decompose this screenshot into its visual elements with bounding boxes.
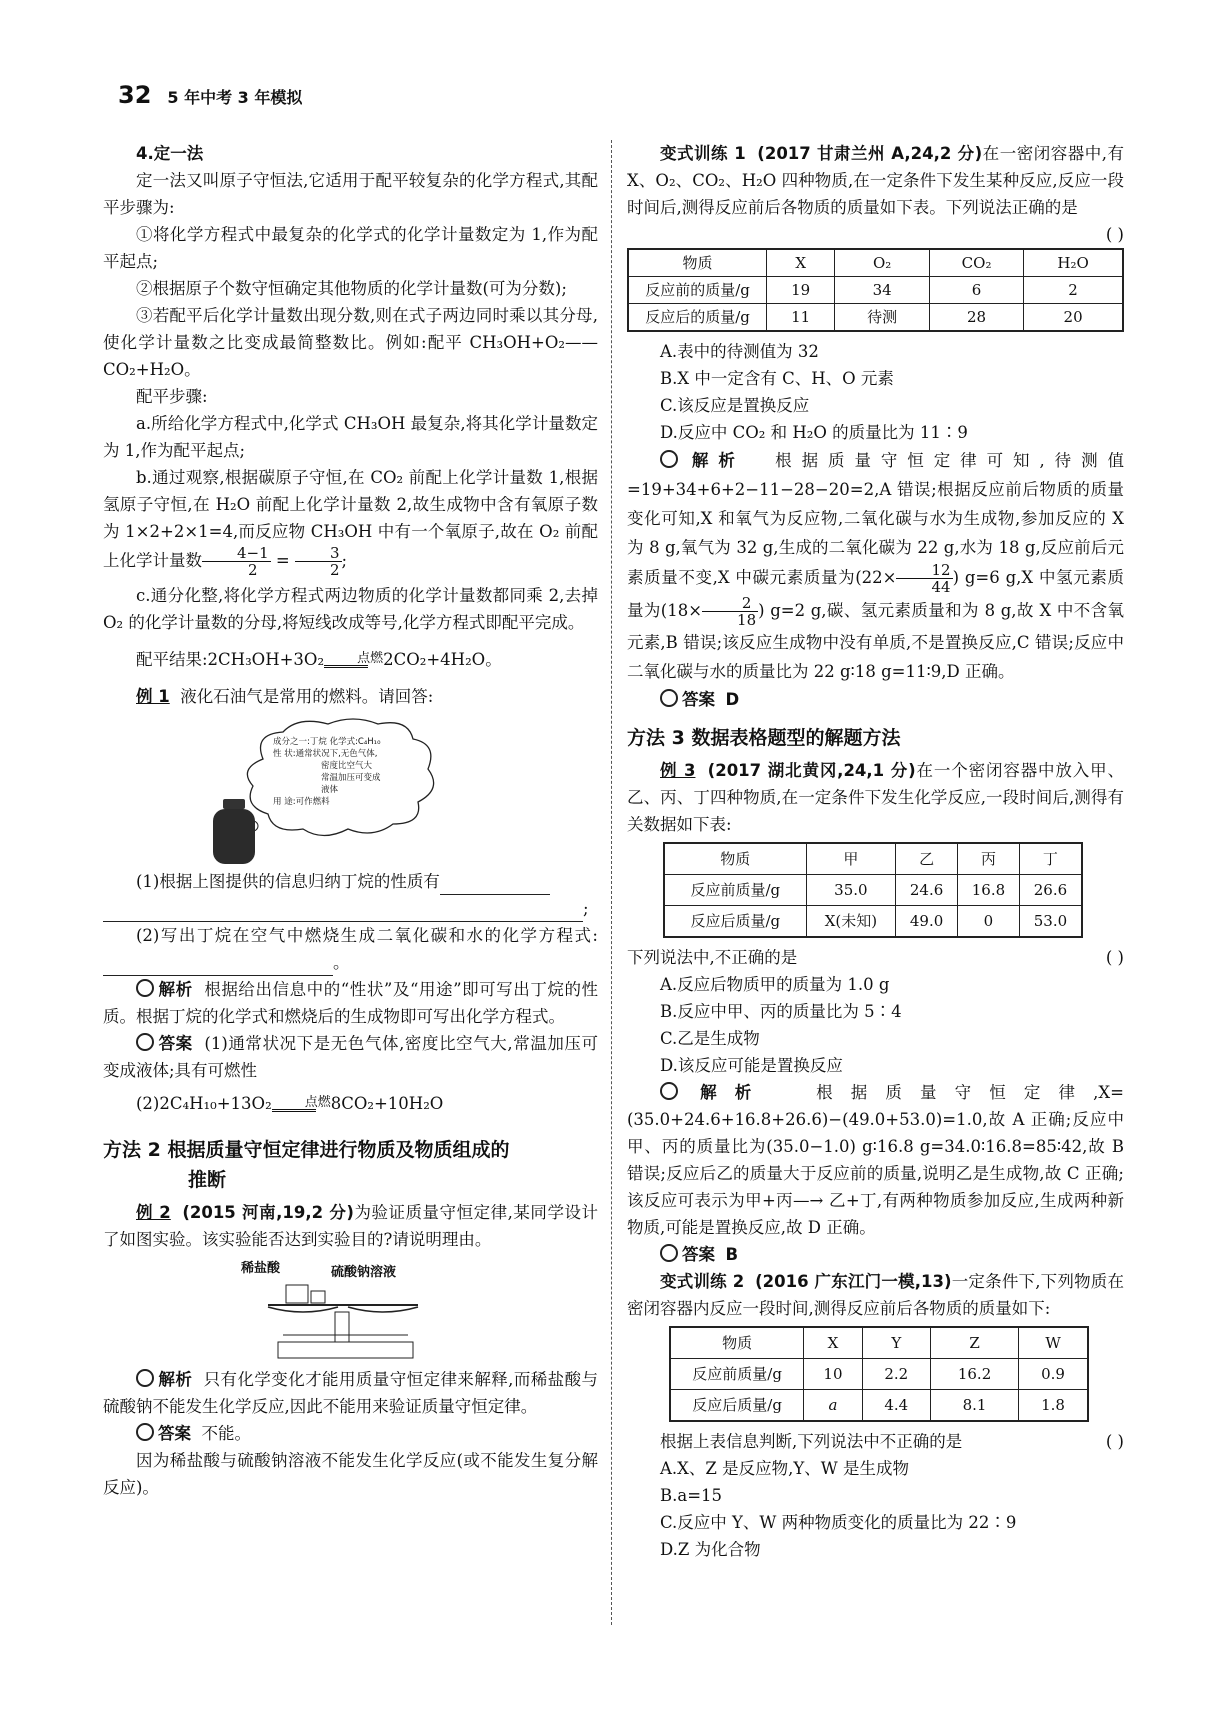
cloud-text (273, 736, 433, 808)
table-cell: 丁 (1019, 843, 1082, 875)
option-b[interactable]: B.X 中一定含有 C、H、O 元素 (660, 369, 894, 388)
table-cell: 19 (767, 277, 835, 304)
variant2-source: (2016 广东江门一模,13) (755, 1272, 952, 1291)
example3-text: 在一个密闭容器中放入甲、乙、丙、丁四种物质,在一定条件下发生化学反应,一段时间后,测得有关数据如下表: (627, 761, 1124, 834)
analysis-text: ) g=2 g,碳、氢元素质量和为 8 g,故 X 中不含氧元素,B 错误;该反应生成物中没有单质,不是置换反应,C 错误;反应中二氧化碳与水的质量比为 22 g∶18 g=11∶9,D 正确。 (627, 601, 1124, 681)
variant2-question (627, 1268, 1124, 1322)
example1-text: 液化石油气是常用的燃料。请回答: (180, 687, 434, 706)
example1-q1 (103, 868, 598, 895)
analysis-tag: 解析 (158, 980, 193, 999)
table-cell: a (804, 1390, 862, 1422)
variant1-analysis (627, 446, 1124, 686)
answer-tag: 答案 (158, 1424, 191, 1443)
table-row (670, 1359, 1088, 1390)
variant1-options (627, 338, 1124, 446)
table-cell: 待测 (835, 304, 930, 332)
table-cell: 反应前质量/g (664, 875, 806, 906)
figure-label-hcl: 稀盐酸 (241, 1261, 281, 1276)
table-cell: 10 (804, 1359, 862, 1390)
example3-options (627, 971, 1124, 1079)
example1-q2 (103, 922, 598, 976)
analysis-icon (136, 1369, 154, 1387)
answer2-products: 8CO₂+10H₂O (330, 1094, 444, 1113)
answer-blank[interactable] (103, 903, 583, 922)
table-cell: H₂O (1024, 249, 1123, 277)
variant1-question (627, 140, 1124, 244)
example3-table (663, 842, 1083, 938)
example1-q1-line2 (103, 895, 598, 922)
figure-label-na2so4: 硫酸钠溶液 (331, 1265, 397, 1280)
test-tube (311, 1291, 325, 1303)
equals-sign: = (270, 551, 295, 570)
example3-prompt (627, 944, 1124, 971)
table-row (664, 875, 1082, 906)
analysis-tag: 解析 (682, 451, 745, 470)
example3-question (627, 757, 1124, 838)
method4-step2: ②根据原子个数守恒确定其他物质的化学计量数(可为分数); (136, 279, 567, 298)
variant1-label: 变式训练 1 (660, 144, 746, 163)
table-cell: 物质 (670, 1327, 804, 1359)
example2-label: 例 2 (136, 1203, 171, 1222)
variant2-prompt (627, 1428, 1124, 1455)
table-cell: W (1019, 1327, 1088, 1359)
table-cell: Y (862, 1327, 930, 1359)
example2-analysis (103, 1366, 598, 1420)
table-cell: X (767, 249, 835, 277)
fraction-denominator: 2 (329, 561, 340, 579)
result-reactants: 配平结果:2CH₃OH+3O₂ (136, 650, 325, 669)
table-cell: 4.4 (862, 1390, 930, 1422)
answer-tag: 答案 (682, 690, 715, 709)
fraction (295, 545, 342, 578)
result-products: 2CO₂+4H₂O。 (383, 650, 502, 669)
answer-icon (136, 1423, 154, 1441)
table-cell: 6 (929, 277, 1023, 304)
table-cell: 乙 (896, 843, 958, 875)
table-row (628, 304, 1123, 332)
answer2-reactants: (2)2C₄H₁₀+13O₂ (136, 1094, 272, 1113)
analysis-text: 只有化学变化才能用质量守恒定律来解释,而稀盐酸与硫酸钠不能发生化学反应,因此不能用来验证质量守恒定律。 (103, 1370, 599, 1416)
example1-analysis (103, 976, 598, 1030)
option-c[interactable]: C.该反应是置换反应 (660, 396, 810, 415)
fraction-numerator: 3 (295, 545, 342, 562)
cloud-line: 性 状:通常状况下,无色气体, (273, 749, 378, 759)
example1-label: 例 1 (136, 687, 170, 706)
table-cell: 反应前质量/g (670, 1359, 804, 1390)
table-cell: 反应前的质量/g (628, 277, 767, 304)
table-cell: 甲 (806, 843, 896, 875)
analysis-icon (660, 1082, 678, 1100)
example2-question (103, 1199, 598, 1253)
answer-text: D (725, 690, 740, 709)
method2-title-line2: 推断 (188, 1169, 227, 1191)
table-row (628, 249, 1123, 277)
table-cell: 16.2 (930, 1359, 1018, 1390)
method4-step-b-text: b.通过观察,根据碳原子守恒,在 CO₂ 前配上化学计量数 1,根据氢原子守恒,在 H₂O 前配上化学计量数 2,故生成物中含有氧原子数为 1×2+2×1=4,而反应物 CH₃OH 中有一个氧原子,故在 O₂ 前配上化学计量数 (103, 468, 598, 570)
option-a[interactable]: A.X、Z 是反应物,Y、W 是生成物 (660, 1459, 909, 1478)
example2-source: (2015 河南,19,2 分) (182, 1203, 354, 1222)
method2-title (103, 1135, 598, 1195)
condition-text: 点燃 (304, 1095, 331, 1110)
table-row (664, 843, 1082, 875)
fraction-numerator: 2 (702, 595, 758, 612)
cloud-line: 液体 (321, 785, 339, 795)
example3-analysis (627, 1079, 1124, 1241)
table-cell: O₂ (835, 249, 930, 277)
balance-post (335, 1312, 349, 1342)
fraction-numerator: 12 (896, 562, 952, 579)
method2-title-line1: 方法 2 根据质量守恒定律进行物质及物质组成的 (103, 1139, 510, 1161)
method4-step-b (103, 464, 598, 578)
method4-steps-label: 配平步骤: (136, 387, 208, 406)
example1-answer (103, 1030, 598, 1084)
answer-blank[interactable] (103, 957, 333, 976)
table-cell: 2 (1024, 277, 1123, 304)
analysis-text: 根据给出信息中的“性状”及“用途”即可写出丁烷的性质。根据丁烷的化学式和燃烧后的生成物即可写出化学方程式。 (103, 980, 599, 1026)
beaker (286, 1285, 308, 1303)
example3-answer (627, 1241, 1124, 1268)
analysis-icon (136, 979, 154, 997)
example2-text: 为验证质量守恒定律,某同学设计了如图实验。该实验能否达到实验目的?请说明理由。 (103, 1203, 598, 1249)
variant1-answer (627, 686, 1124, 713)
example1-answer2 (103, 1090, 598, 1117)
option-d[interactable]: D.反应中 CO₂ 和 H₂O 的质量比为 11∶9 (660, 423, 968, 442)
table-cell: 物质 (664, 843, 806, 875)
fraction (702, 595, 758, 628)
variant2-text: 一定条件下,下列物质在密闭容器内反应一段时间,测得反应前后各物质的质量如下: (627, 1272, 1124, 1318)
analysis-text: ) g=6 g,X 中氢元素质量为(18× (627, 568, 1124, 620)
step-b-end: ; (341, 551, 348, 570)
table-cell: X (804, 1327, 862, 1359)
analysis-text: 根据质量守恒定律可知,待测值=19+34+6+2−11−28−20=2,A 错误;根据反应前后物质的质量变化可知,X 和氧气为反应物,二氧化碳与水为生成物,参加反应的 X 为 8 g,氧气为 32 g,生成的二氧化碳为 22 g,水为 18 g,反应前后元素质量不变,X 中碳元素质量为(22× (627, 451, 1124, 587)
analysis-tag: 解析 (682, 1083, 770, 1102)
option-d[interactable]: D.该反应可能是置换反应 (660, 1056, 843, 1075)
answer-text: 不能。 (201, 1424, 251, 1443)
answer-icon (136, 1033, 154, 1051)
method4-title: 4.定一法 (136, 144, 204, 163)
table-cell: 26.6 (1019, 875, 1082, 906)
option-b[interactable]: B.a=15 (660, 1486, 723, 1505)
q1-text: (1)根据上图提供的信息归纳丁烷的性质有 (136, 872, 440, 891)
answer-icon (660, 1244, 678, 1262)
column-divider (611, 140, 612, 1625)
table-cell: 反应后的质量/g (628, 304, 767, 332)
method4-step1: ①将化学方程式中最复杂的化学式的化学计量数定为 1,作为配平起点; (103, 225, 598, 271)
page-header (118, 82, 302, 116)
table-row (628, 277, 1123, 304)
answer-icon (660, 689, 678, 707)
option-d[interactable]: D.Z 为化合物 (660, 1540, 761, 1559)
table-cell: X(未知) (806, 906, 896, 938)
fraction-numerator: 4−1 (202, 545, 271, 562)
table-cell: 28 (929, 304, 1023, 332)
fraction (202, 545, 271, 578)
lpg-figure (103, 714, 598, 864)
cloud-line: 用 途:可作燃料 (273, 797, 330, 807)
cloud-line: 成分之一:丁烷 化学式:C₄H₁₀ (273, 737, 381, 747)
answer-paren[interactable]: ( ) (1105, 225, 1124, 244)
analysis-tag: 解析 (158, 1370, 193, 1389)
example1-question (103, 683, 598, 710)
table-cell: CO₂ (929, 249, 1023, 277)
analysis-icon (660, 450, 678, 468)
left-pan (268, 1307, 338, 1312)
method4-step-a: a.所给化学方程式中,化学式 CH₃OH 最复杂,将其化学计量数定为 1,作为配平起点; (103, 414, 598, 460)
answer-blank[interactable] (440, 876, 550, 895)
table-cell: 20 (1024, 304, 1123, 332)
right-pan (348, 1307, 418, 1312)
q1-end: ; (583, 899, 589, 918)
table-row (670, 1390, 1088, 1422)
answer-paren[interactable]: ( ) (1105, 1432, 1124, 1451)
left-column (103, 140, 598, 1501)
method3-title: 方法 3 数据表格题型的解题方法 (627, 727, 901, 749)
answer-tag: 答案 (682, 1245, 715, 1264)
table-cell: 16.8 (958, 875, 1020, 906)
fraction-denominator: 18 (737, 611, 757, 629)
reaction-condition (272, 1097, 331, 1112)
method4-result (103, 646, 598, 673)
method4-step3: ③若配平后化学计量数出现分数,则在式子两边同时乘以其分母,使化学计量数之比变成最简整数比。例如:配平 CH₃OH+O₂——CO₂+H₂O。 (103, 306, 598, 379)
cloud-line: 常温加压可变成 (321, 773, 381, 783)
variant2-table (669, 1326, 1089, 1422)
option-c[interactable]: C.乙是生成物 (660, 1029, 760, 1048)
table-cell: 丙 (958, 843, 1020, 875)
reaction-condition (324, 653, 383, 668)
balance-illustration (103, 1257, 598, 1362)
example3-label: 例 3 (660, 761, 696, 780)
variant1-table (627, 248, 1124, 332)
table-cell: 物质 (628, 249, 767, 277)
option-c[interactable]: C.反应中 Y、W 两种物质变化的质量比为 22∶9 (660, 1513, 1017, 1532)
table-cell: 2.2 (862, 1359, 930, 1390)
q2-text: (2)写出丁烷在空气中燃烧生成二氧化碳和水的化学方程式: (136, 926, 598, 945)
table-cell: 34 (835, 277, 930, 304)
table-cell: 8.1 (930, 1390, 1018, 1422)
option-a[interactable]: A.表中的待测值为 32 (660, 342, 819, 361)
table-cell: 49.0 (896, 906, 958, 938)
table-cell: 1.8 (1019, 1390, 1088, 1422)
balance-base (278, 1342, 413, 1358)
page-number: 32 (118, 81, 152, 109)
variant2-options (627, 1455, 1124, 1563)
cloud-line: 密度比空气大 (321, 761, 373, 771)
fraction-denominator: 44 (931, 578, 951, 596)
method4-step-c: c.通分化整,将化学方程式两边物质的化学计量数都同乘 2,去掉 O₂ 的化学计量数的分母,将短线改成等号,化学方程式即配平完成。 (103, 586, 598, 632)
variant2-label: 变式训练 2 (660, 1272, 745, 1291)
table-cell: 53.0 (1019, 906, 1082, 938)
example2-answer (103, 1420, 598, 1447)
table-cell: 24.6 (896, 875, 958, 906)
answer-text: B (725, 1245, 739, 1264)
table-cell: 反应后质量/g (664, 906, 806, 938)
prompt-text: 下列说法中,不正确的是 (627, 948, 798, 967)
answer-paren[interactable]: ( ) (1105, 948, 1124, 967)
tank-valve (223, 799, 245, 809)
condition-text: 点燃 (357, 651, 384, 666)
table-cell: 0.9 (1019, 1359, 1088, 1390)
table-cell: 0 (958, 906, 1020, 938)
q2-end: 。 (333, 953, 350, 972)
option-a[interactable]: A.反应后物质甲的质量为 1.0 g (660, 975, 890, 994)
balance-figure (103, 1257, 598, 1362)
fraction-denominator: 2 (248, 561, 258, 579)
example2-answer-reason: 因为稀盐酸与硫酸钠溶液不能发生化学反应(或不能发生复分解反应)。 (103, 1451, 598, 1497)
method4-intro: 定一法又叫原子守恒法,它适用于配平较复杂的化学方程式,其配平步骤为: (103, 171, 598, 217)
right-column (627, 140, 1124, 1563)
table-cell: 35.0 (806, 875, 896, 906)
table-cell: 反应后质量/g (670, 1390, 804, 1422)
analysis-text: 根据质量守恒定律,X=(35.0+24.6+16.8+26.6)−(49.0+53.0)=1.0,故 A 正确;反应中甲、丙的质量比为(35.0−1.0) g∶16.8 g=34.0∶16.8=85∶42,故 B 错误;反应后乙的质量大于反应前的质量,说明乙是生成物,故 C 正确;该反应可表示为甲+丙—→ 乙+丁,有两种物质参加反应,生成两种新物质,可能是置换反应,故 D 正确。 (627, 1083, 1124, 1237)
answer-text: (1)通常状况下是无色气体,密度比空气大,常温加压可变成液体;具有可燃性 (103, 1034, 598, 1080)
variant1-source: (2017 甘肃兰州 A,24,2 分) (757, 144, 983, 163)
book-title: 5 年中考 3 年模拟 (167, 88, 303, 107)
example3-source: (2017 湖北黄冈,24,1 分) (707, 761, 916, 780)
table-row (670, 1327, 1088, 1359)
table-row (664, 906, 1082, 938)
table-cell: Z (930, 1327, 1018, 1359)
answer-tag: 答案 (158, 1034, 193, 1053)
table-cell: 11 (767, 304, 835, 332)
fraction (896, 562, 952, 595)
variant1-text: 在一密闭容器中,有 X、O₂、CO₂、H₂O 四种物质,在一定条件下发生某种反应,反应一段时间后,测得反应前后各物质的质量如下表。下列说法正确的是 (627, 144, 1124, 217)
prompt-text: 根据上表信息判断,下列说法中不正确的是 (660, 1432, 963, 1451)
option-b[interactable]: B.反应中甲、丙的质量比为 5∶4 (660, 1002, 902, 1021)
gas-tank (213, 809, 255, 864)
